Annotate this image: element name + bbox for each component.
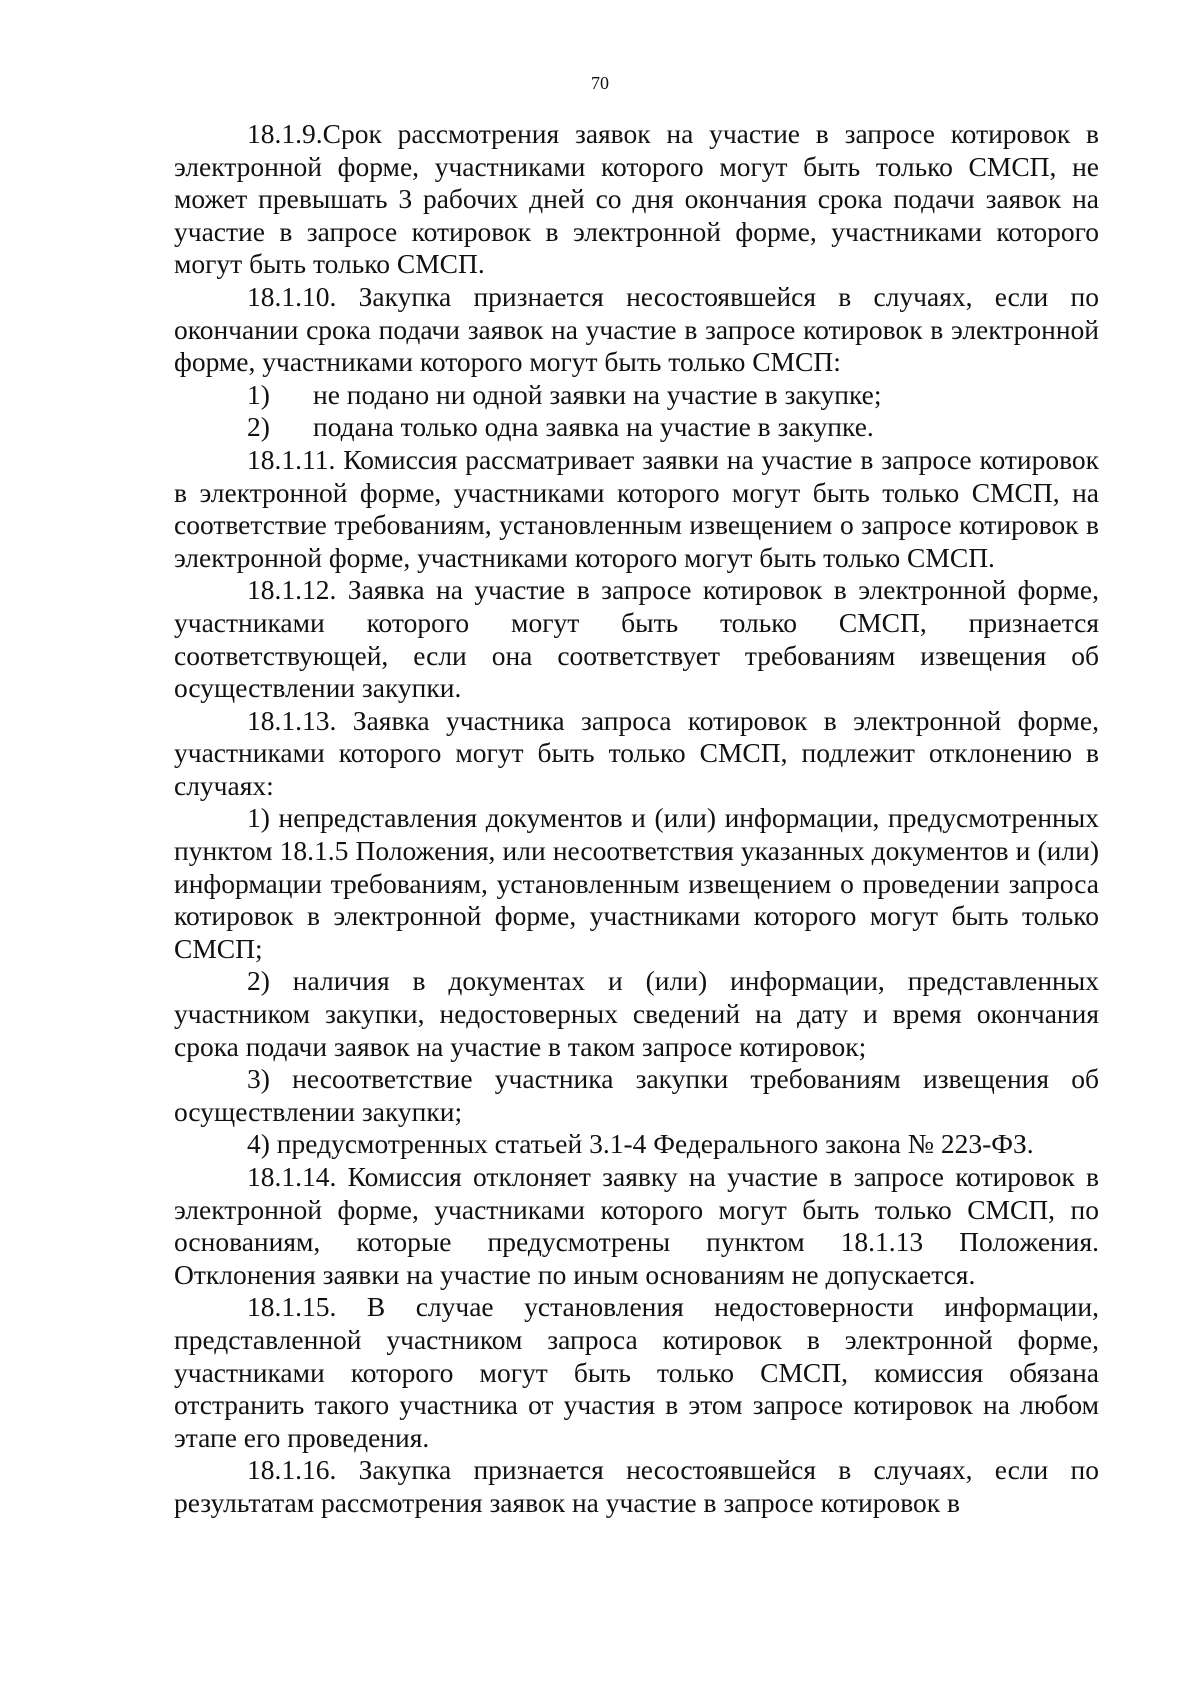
page-number: 70 — [591, 73, 609, 93]
paragraph-18-1-14: 18.1.14. Комиссия отклоняет заявку на участие в запросе котировок в электронной форме, участниками которого могут быть только СМСП, по основаниям, которые предусмотрены пунктом 18.1.13 Положения. Отклонения заявки на участие по иным основаниям не допускается. — [174, 1161, 1099, 1290]
subitem-2-18-1-13: 2) наличия в документах и (или) информации, представленных участником закупки, недостоверных сведений на дату и время окончания срока подачи заявок на участие в таком запросе котировок; — [174, 965, 1099, 1062]
paragraph-18-1-10: 18.1.10. Закупка признается несостоявшейся в случаях, если по окончании срока подачи заявок на участие в запросе котировок в электронной форме, участниками которого могут быть только СМСП: — [174, 280, 1099, 378]
subitem-3-18-1-13: 3) несоответствие участника закупки требованиям извещения об осуществлении закупки; — [174, 1063, 1099, 1127]
paragraph-18-1-11: 18.1.11. Комиссия рассматривает заявки на участие в запросе котировок в электронной форме, участниками которого могут быть только СМСП, на соответствие требованиям, установленным извещением о запросе котировок в электронной форме, участниками которого могут быть только СМСП. — [174, 443, 1099, 573]
list-item-text: не подано ни одной заявки на участие в закупке; — [313, 378, 882, 410]
subitem-1-18-1-13: 1) непредставления документов и (или) информации, предусмотренных пунктом 18.1.5 Положения, или несоответствия указанных документов и (или) информации требованиям, установленным извещением о проведении запроса котировок в электронной форме, участниками которого могут быть только СМСП; — [174, 802, 1099, 964]
paragraph-18-1-12: 18.1.12. Заявка на участие в запросе котировок в электронной форме, участниками которого могут быть только СМСП, признается соответствующей, если она соответствует требованиям извещения об осуществлении закупки. — [174, 574, 1099, 704]
paragraph-18-1-16: 18.1.16. Закупка признается несостоявшейся в случаях, если по результатам рассмотрения заявок на участие в запросе котировок в — [174, 1454, 1099, 1518]
document-body — [174, 118, 1099, 1520]
list-item — [174, 379, 1099, 412]
list-marker: 2) — [247, 411, 270, 443]
list-item-text: подана только одна заявка на участие в закупке. — [313, 411, 874, 443]
paragraph-18-1-13: 18.1.13. Заявка участника запроса котировок в электронной форме, участниками которого могут быть только СМСП, подлежит отклонению в случаях: — [174, 704, 1099, 801]
list-item — [174, 411, 1099, 444]
paragraph-18-1-9: 18.1.9.Срок рассмотрения заявок на участие в запросе котировок в электронной форме, участниками которого могут быть только СМСП, не может превышать 3 рабочих дней со дня окончания срока подачи заявок на участие в запросе котировок в электронной форме, участниками которого могут быть только СМСП. — [174, 118, 1099, 280]
paragraph-18-1-15: 18.1.15. В случае установления недостоверности информации, представленной участником запроса котировок в электронной форме, участниками которого могут быть только СМСП, комиссия обязана отстранить такого участника от участия в этом запросе котировок на любом этапе его проведения. — [174, 1291, 1099, 1453]
subitem-4-18-1-13: 4) предусмотренных статьей 3.1-4 Федерального закона № 223-ФЗ. — [247, 1128, 1034, 1160]
list-marker: 1) — [247, 378, 270, 410]
